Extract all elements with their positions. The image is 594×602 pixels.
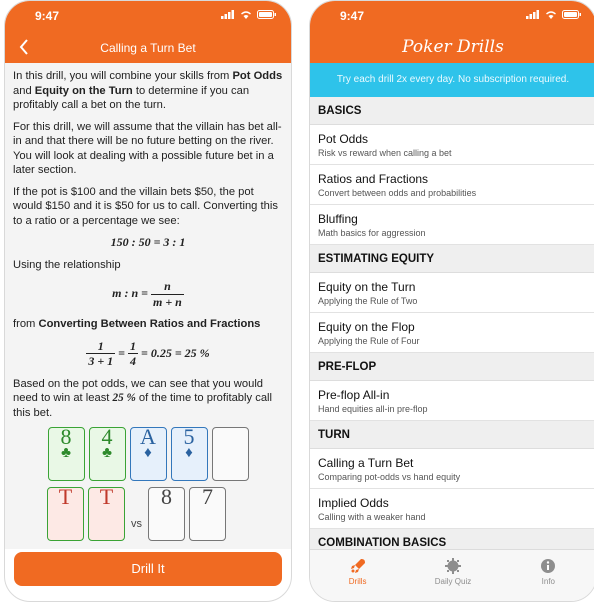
drill-title: Equity on the Turn: [318, 280, 416, 294]
drill-subtitle: Math basics for aggression: [318, 228, 426, 238]
rocket-icon: [350, 558, 366, 574]
battery-icon: [257, 10, 277, 19]
ratio-equation: 150 : 50 = 3 : 1: [110, 235, 186, 249]
board-card-empty: [212, 427, 249, 481]
board-card: 5 ♦: [171, 427, 208, 481]
drill-title: Calling a Turn Bet: [318, 456, 414, 470]
drill-subtitle: Hand equities all-in pre-flop: [318, 404, 428, 414]
drill-subtitle: Applying the Rule of Four: [318, 336, 420, 346]
drill-subtitle: Risk vs reward when calling a bet: [318, 148, 452, 158]
villain-card: 7: [189, 487, 226, 541]
diamond-icon: ♦: [144, 444, 152, 461]
section-header: BASICS: [310, 97, 594, 125]
drills-list-screen: [309, 0, 594, 602]
tab-bar: [310, 549, 594, 601]
diamond-icon: ♦: [185, 444, 193, 461]
drill-list-item[interactable]: [310, 205, 594, 245]
drill-subtitle: Applying the Rule of Two: [318, 296, 418, 306]
signal-icon: [221, 10, 235, 19]
brand-logo: Poker Drills: [402, 37, 504, 57]
vs-label: vs: [131, 517, 142, 530]
board-card: A ♦: [130, 427, 167, 481]
page-title: Calling a Turn Bet: [100, 41, 196, 55]
section-header: PRE-FLOP: [310, 353, 594, 381]
status-time: 9:47: [35, 9, 60, 23]
wifi-icon: [545, 10, 557, 19]
drill-list-item[interactable]: [310, 165, 594, 205]
drill-title: Pre-flop All-in: [318, 388, 390, 402]
drill-list-item[interactable]: [310, 489, 594, 529]
example-paragraph: If the pot is $100 and the villain bets $50, the pot would $150 and it is $50 for us to call. Converting this to a ratio or a percentage we see:: [13, 185, 278, 227]
drill-title: Ratios and Fractions: [318, 172, 429, 186]
section-header: COMBINATION BASICS: [310, 529, 594, 549]
nav-bar: [5, 1, 291, 63]
drill-subtitle: Calling with a weaker hand: [318, 512, 426, 522]
relationship-text: Using the relationship: [13, 258, 121, 271]
signal-icon: [526, 10, 540, 19]
promo-banner: Try each drill 2x every day. No subscription required.: [310, 63, 594, 97]
converting-reference: from Converting Between Ratios and Fractions: [13, 318, 261, 330]
hero-card: T: [88, 487, 125, 541]
club-icon: ♣: [61, 444, 71, 461]
drill-detail-screen: [4, 0, 292, 602]
villain-card: 8: [148, 487, 185, 541]
drill-list-item[interactable]: [310, 313, 594, 353]
drill-title: Bluffing: [318, 212, 358, 226]
drill-list-item[interactable]: [310, 449, 594, 489]
drill-subtitle: Convert between odds and probabilities: [318, 188, 477, 198]
conclusion-paragraph: Based on the pot odds, we can see that you would need to win at least 25 % of the time to profitably call this bet.: [13, 377, 273, 419]
status-time: 9:47: [340, 9, 365, 23]
intro-paragraph: In this drill, you will combine your skills from Pot Odds and Equity on the Turn to determine if you can profitably call a bet on the turn.: [13, 70, 283, 111]
assumption-paragraph: For this drill, we will assume that the villain has bet all-in and that there will be no future betting on the river. You will look at dealing with a possible future bet in a later section.: [13, 120, 282, 176]
tab-info[interactable]: Info: [501, 550, 594, 601]
wifi-icon: [240, 10, 252, 19]
relationship-equation: m : n = $\frac{n}{m + n}$: [112, 279, 182, 309]
drill-list[interactable]: [310, 97, 594, 549]
drill-list-item[interactable]: [310, 273, 594, 313]
board-card: 4 ♣: [89, 427, 126, 481]
hero-card: T: [47, 487, 84, 541]
section-header: TURN: [310, 421, 594, 449]
app-header: [310, 1, 594, 63]
battery-icon: [562, 10, 582, 19]
drill-list-item[interactable]: [310, 381, 594, 421]
status-icons: [526, 10, 582, 19]
tab-drills[interactable]: Drills: [310, 550, 405, 601]
club-icon: ♣: [102, 444, 112, 461]
drill-title: Pot Odds: [318, 132, 369, 146]
info-icon: [540, 558, 556, 574]
status-icons: [221, 10, 277, 19]
section-header: ESTIMATING EQUITY: [310, 245, 594, 273]
gear-badge-icon: [445, 558, 461, 574]
drill-content[interactable]: [5, 63, 291, 549]
tab-daily-quiz[interactable]: Daily Quiz: [405, 550, 500, 601]
drill-title: Equity on the Flop: [318, 320, 415, 334]
board-card: 8 ♣: [48, 427, 85, 481]
drill-subtitle: Comparing pot-odds vs hand equity: [318, 472, 461, 482]
fraction-equation: $\frac{1}{3 + 1}$ = $\frac{1}{4}$ = 0.25 = 25 %: [88, 338, 210, 368]
board-cards: [13, 424, 283, 481]
drill-list-item[interactable]: [310, 125, 594, 165]
drill-it-button[interactable]: Drill It: [14, 552, 282, 586]
hands-row: [13, 484, 283, 541]
drill-title: Implied Odds: [318, 496, 389, 510]
